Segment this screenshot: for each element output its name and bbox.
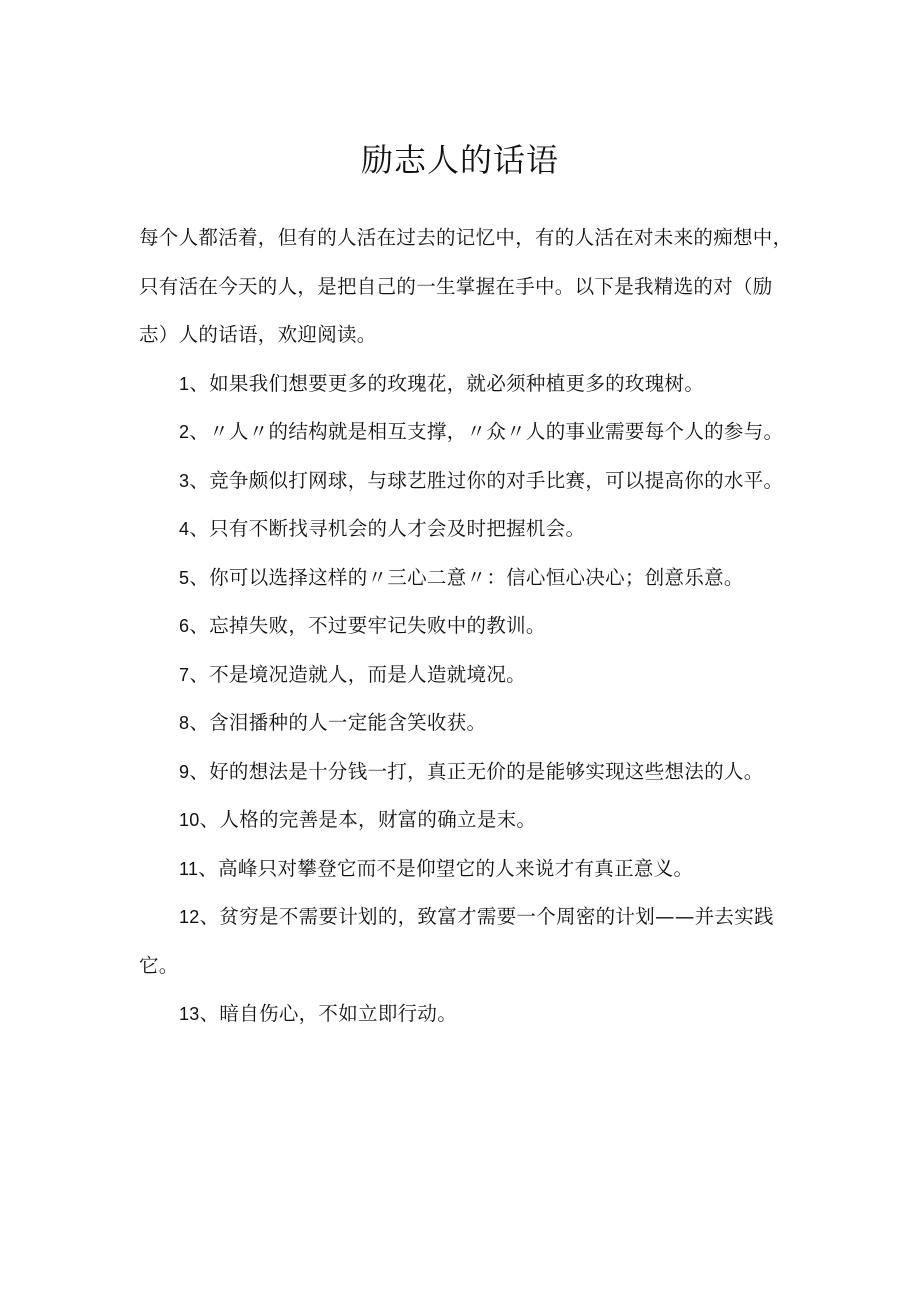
list-item	[139, 554, 799, 603]
item-text: 、高峰只对攀登它而不是仰望它的人来说才有真正意义。	[198, 856, 694, 880]
item-text: 、你可以选择这样的〃三心二意〃：信心恒心决心；创意乐意。	[189, 565, 744, 589]
item-number: 12	[179, 907, 200, 927]
item-number: 7	[179, 664, 190, 685]
item-number: 3	[179, 470, 190, 491]
item-text: 、忘掉失败，不过要牢记失败中的教训。	[189, 614, 546, 637]
item-text: 、人格的完善是本，财富的确立是末。	[199, 808, 537, 831]
document-body	[139, 214, 799, 1039]
item-text: 、竞争颇似打网球，与球艺胜过你的对手比赛，可以提高你的水平。	[189, 468, 784, 492]
list-item	[139, 699, 799, 748]
item-text: 、好的想法是十分钱一打，真正无价的是能够实现这些想法的人。	[189, 759, 764, 783]
item-number: 13	[179, 1004, 200, 1024]
item-number: 5	[179, 567, 190, 588]
item-text: 、不是境况造就人，而是人造就境况。	[189, 662, 526, 686]
list-item	[139, 845, 799, 894]
list-item	[139, 360, 799, 409]
list-item	[139, 505, 799, 554]
item-text: 、暗自伤心，不如立即行动。	[199, 1002, 458, 1025]
list-item	[139, 990, 799, 1039]
list-item	[139, 893, 799, 990]
document-title: 励志人的话语	[360, 141, 559, 179]
list-item	[139, 408, 799, 457]
list-item	[139, 796, 799, 845]
item-text: 、如果我们想要更多的玫瑰花，就必须种植更多的玫瑰树。	[189, 371, 705, 395]
item-number: 8	[179, 713, 190, 733]
item-number: 1	[179, 373, 190, 394]
item-text: 、贫穷是不需要计划的，致富才需要一个周密的计划——并去实践它。	[139, 905, 774, 977]
item-number: 6	[179, 616, 190, 636]
intro-paragraph: 每个人都活着，但有的人活在过去的记忆中，有的人活在对未来的痴想中，只有活在今天的人，是把自己的一生掌握在手中。以下是我精选的对（励志）人的话语，欢迎阅读。	[139, 226, 793, 346]
item-number: 11	[179, 858, 199, 879]
item-text: 、〃人〃的结构就是相互支撑，〃众〃人的事业需要每个人的参与。	[189, 420, 784, 443]
item-number: 9	[179, 761, 190, 782]
item-number: 2	[179, 422, 190, 442]
list-item	[139, 602, 799, 651]
list-item	[139, 748, 799, 797]
item-number: 10	[179, 810, 200, 830]
item-text: 、含泪播种的人一定能含笑收获。	[189, 711, 487, 734]
item-number: 4	[179, 519, 190, 539]
list-item	[139, 457, 799, 506]
list-item	[139, 651, 799, 700]
item-text: 、只有不断找寻机会的人才会及时把握机会。	[189, 517, 586, 540]
